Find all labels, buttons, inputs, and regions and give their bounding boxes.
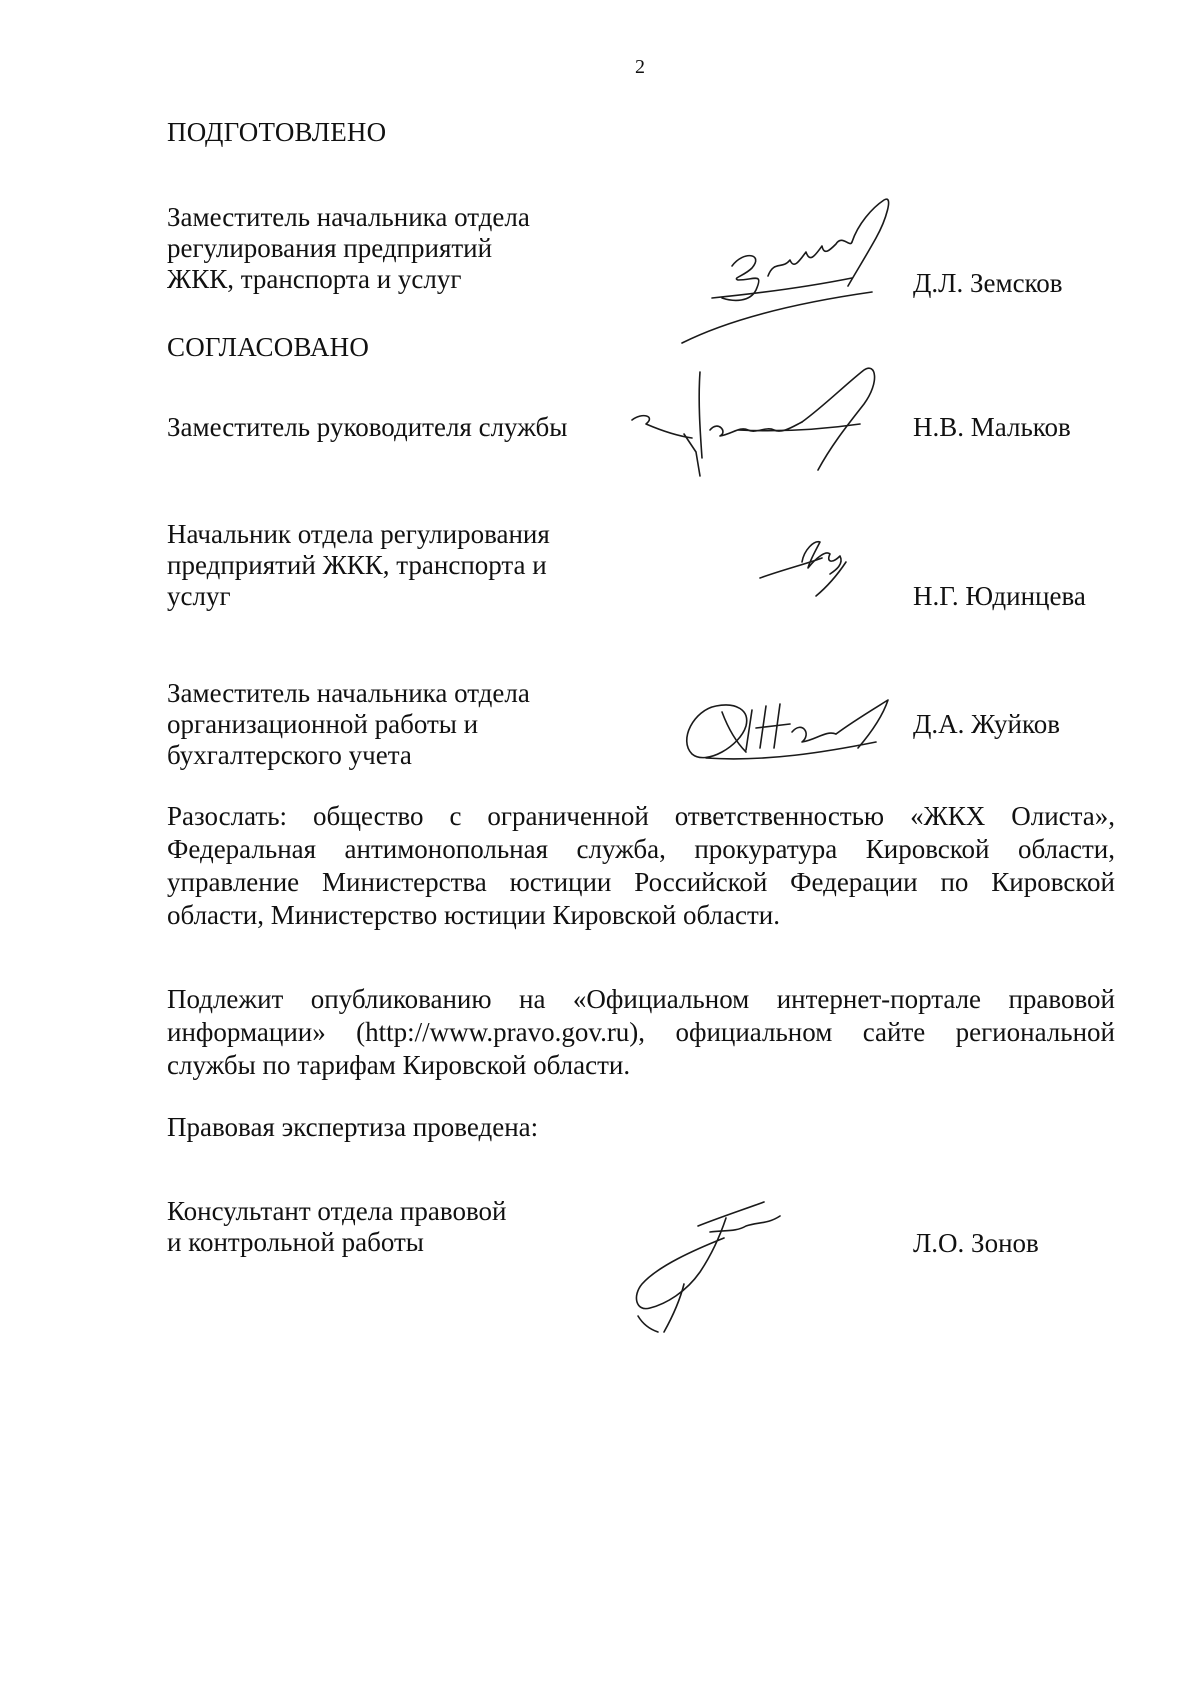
legal-review-position (167, 1196, 506, 1258)
signatory-position (167, 519, 550, 612)
signatory-position-line: Начальник отдела регулирования (167, 519, 550, 549)
signature-zonov (614, 1196, 794, 1336)
signatory-position-line: предприятий ЖКК, транспорта и (167, 550, 547, 580)
prepared-position (167, 202, 530, 295)
prepared-heading: ПОДГОТОВЛЕНО (167, 117, 387, 147)
signatory-name: Н.В. Мальков (913, 412, 1071, 442)
signature-yudintseva (756, 534, 866, 600)
distribution-text: Разослать: общество с ограниченной ответственностью «ЖКХ Олиста», Федеральная антимонопольная служба, прокуратура Кировской области, управление Министерства юстиции Российской Федерации по Кировской области, Министерство юстиции Кировской области. (167, 801, 1115, 930)
publication-text: Подлежит опубликованию на «Официальном интернет-портале правовой информации» (http://www.pravo.gov.ru), официальном сайте региональной службы по тарифам Кировской области. (167, 984, 1115, 1080)
signatory-name: Д.А. Жуйков (913, 709, 1060, 739)
signatory-position-line: Заместитель руководителя службы (167, 412, 568, 442)
signature-zhuikov (676, 692, 916, 772)
prepared-position-line: ЖКК, транспорта и услуг (167, 264, 462, 294)
legal-review-position-line: и контрольной работы (167, 1227, 424, 1257)
signatory-position-line: организационной работы и (167, 709, 479, 739)
legal-review-caption: Правовая экспертиза проведена: (167, 1112, 539, 1142)
agreed-heading: СОГЛАСОВАНО (167, 332, 370, 362)
signatory-position-line: бухгалтерского учета (167, 740, 412, 770)
signature-malkov (628, 360, 928, 495)
prepared-position-line: регулирования предприятий (167, 233, 493, 263)
page-number: 2 (635, 56, 645, 78)
signatory-position-line: услуг (167, 581, 231, 611)
signatory-name: Н.Г. Юдинцева (913, 581, 1086, 611)
signature-zemskov (672, 198, 937, 348)
legal-review-position-line: Консультант отдела правовой (167, 1196, 507, 1226)
prepared-name: Д.Л. Земсков (913, 268, 1063, 298)
signatory-position (167, 678, 530, 771)
legal-review-name: Л.О. Зонов (913, 1228, 1039, 1258)
signatory-position-line: Заместитель начальника отдела (167, 678, 530, 708)
prepared-position-line: Заместитель начальника отдела (167, 202, 530, 232)
signatory-position (167, 412, 567, 443)
